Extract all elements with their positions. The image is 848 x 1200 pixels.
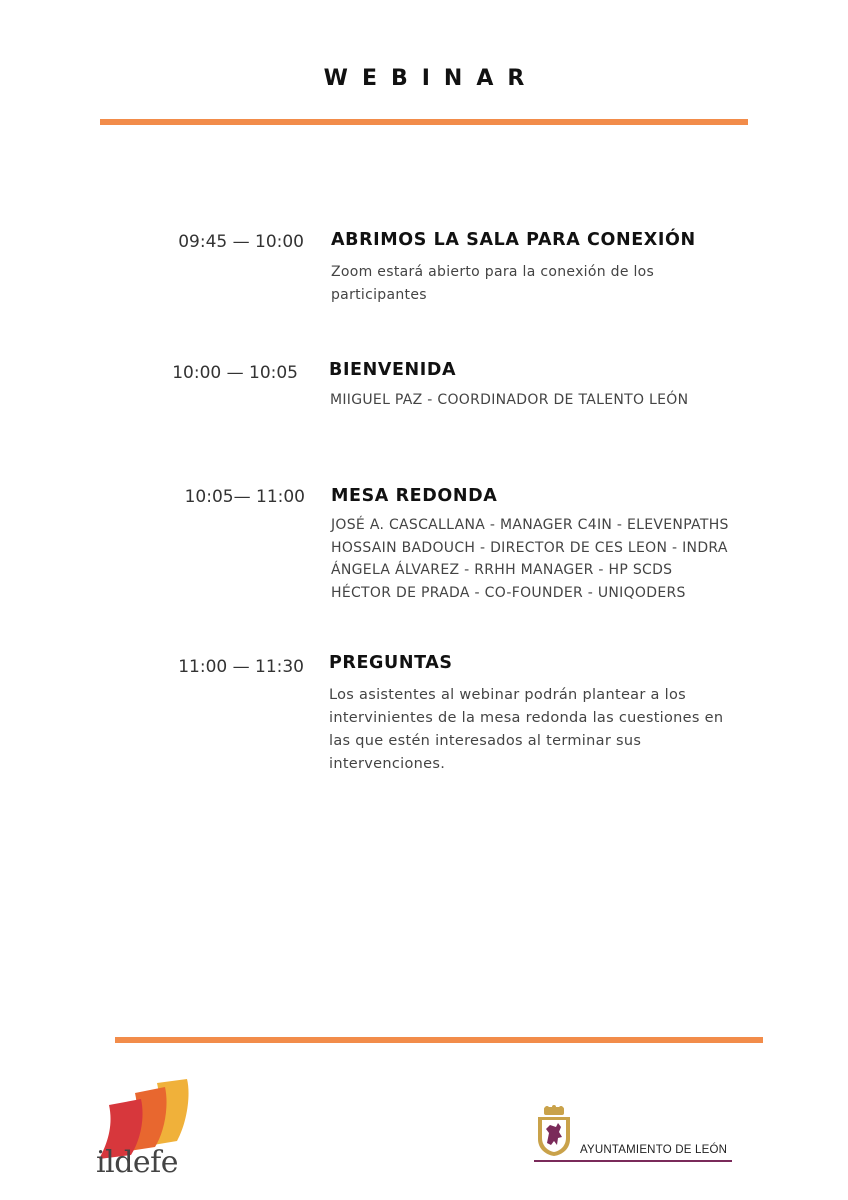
bottom-divider	[115, 1037, 763, 1043]
agenda-time-3: 10:05— 11:00	[184, 487, 305, 507]
agenda-time-1: 09:45 — 10:00	[178, 232, 304, 252]
agenda-heading-1: ABRIMOS LA SALA PARA CONEXIÓN	[331, 230, 696, 250]
agenda-line: Los asistentes al webinar podrán plantear a los	[329, 687, 686, 703]
agenda-line: las que estén interesados al terminar sus	[329, 733, 642, 749]
agenda-description-1	[331, 261, 654, 306]
agenda-description-4	[329, 684, 723, 776]
agenda-heading-2: BIENVENIDA	[329, 360, 457, 380]
agenda-line: Zoom estará abierto para la conexión de los	[331, 264, 655, 280]
agenda-time-4: 11:00 — 11:30	[178, 657, 304, 677]
agenda-description-3	[331, 514, 729, 604]
ayuntamiento-logo-text: AYUNTAMIENTO DE LEÓN	[580, 1144, 728, 1156]
page-title: WEBINAR	[323, 66, 539, 91]
top-divider	[100, 119, 748, 125]
ildefe-logo-text: ildefe	[96, 1145, 179, 1180]
agenda-line: ÁNGELA ÁLVAREZ - RRHH MANAGER - HP SCDS	[331, 562, 673, 578]
agenda-time-2: 10:00 — 10:05	[172, 363, 298, 383]
agenda-line: intervinientes de la mesa redonda las cuestiones en	[329, 710, 724, 726]
agenda-line: JOSÉ A. CASCALLANA - MANAGER C4IN - ELEVENPATHS	[331, 517, 729, 533]
agenda-description-2	[330, 389, 688, 412]
agenda-line: HOSSAIN BADOUCH - DIRECTOR DE CES LEON - INDRA	[331, 539, 728, 556]
agenda-line: MIIGUEL PAZ - COORDINADOR DE TALENTO LEÓN	[330, 392, 689, 408]
agenda-line: participantes	[331, 286, 427, 303]
ayuntamiento-underline	[534, 1160, 732, 1162]
agenda-heading-4: PREGUNTAS	[329, 653, 453, 673]
agenda-heading-3: MESA REDONDA	[331, 486, 498, 506]
agenda-line: intervenciones.	[329, 756, 446, 772]
leon-crest-icon	[534, 1105, 574, 1157]
agenda-line: HÉCTOR DE PRADA - CO-FOUNDER - UNIQODERS	[331, 584, 686, 601]
